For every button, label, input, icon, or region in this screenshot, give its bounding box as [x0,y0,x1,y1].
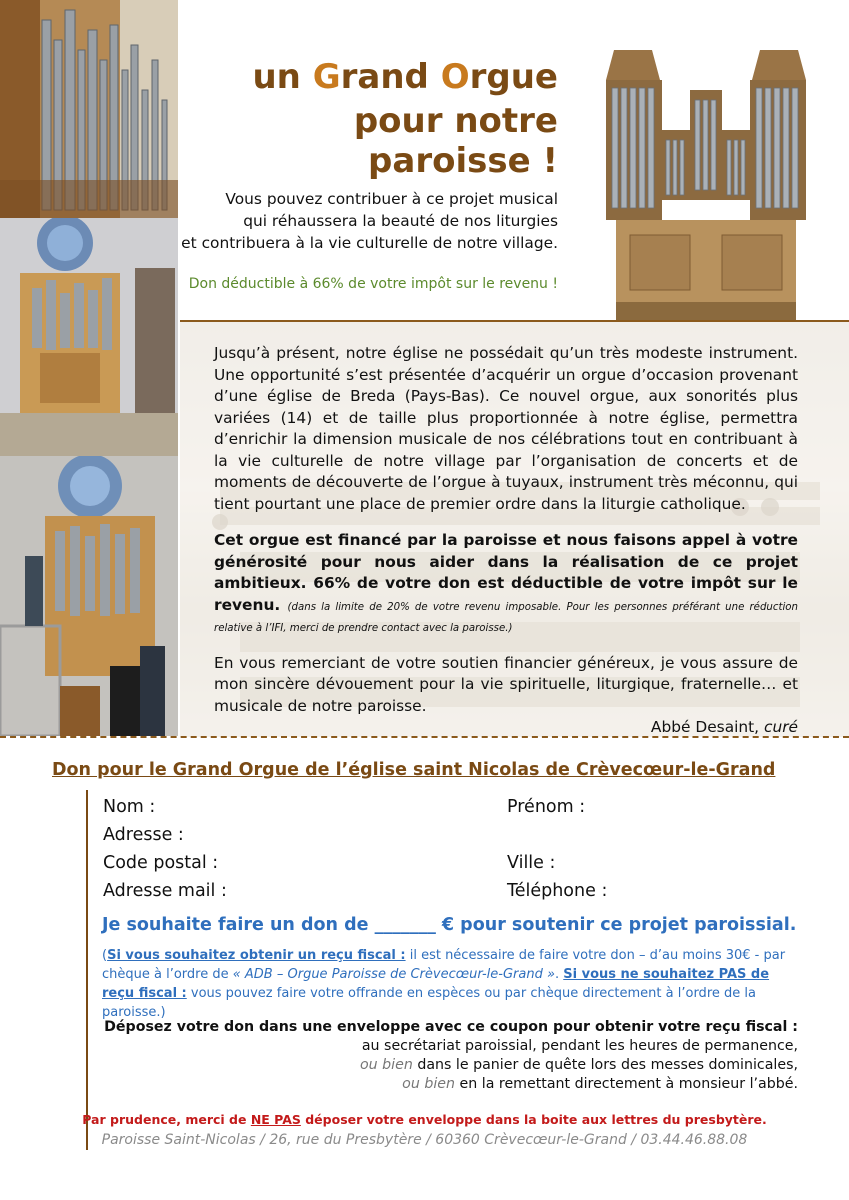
donation-amount-line[interactable]: Je souhaite faire un don de _______ € pour soutenir ce projet paroissial. [102,915,797,935]
cut-line [0,736,849,738]
prenom-field[interactable]: Prénom : [507,797,586,817]
code-postal-field[interactable]: Code postal : [103,853,219,873]
letter-paragraph-2: Cet orgue est financé par la paroisse et nous faisons appel à votre générosité pour nous aider dans la réalisation de ce projet ambitieux. 66% de votre don est déductible de votre impôt sur le revenu. (dans la limite de 20% de votre revenu imposable. Pour les personnes préférant une réduction relative à l’IFI, merci de prendre contact avec la paroisse.) [214,531,798,634]
letter-paragraph-3: En vous remerciant de votre soutien financier généreux, je vous assure de mon sincère dévouement pour la vie spirituelle, liturgique, fraternelle… et musicale de notre paroisse. [214,653,798,715]
tax-deduction-note: Don déductible à 66% de votre impôt sur le revenu ! [188,276,558,292]
organ-pipes-photo [0,0,178,218]
letter-body [214,343,798,739]
telephone-field[interactable]: Téléphone : [507,881,608,901]
intro-text: Vous pouvez contribuer à ce projet musical qui réhaussera la beauté de nos liturgies et contribuera à la vie culturelle de notre village. [181,190,558,252]
receipt-instructions: (Si vous souhaitez obtenir un reçu fiscal : il est nécessaire de faire votre don – d’au moins 30€ - par chèque à l’ordre de « ADB – Orgue Paroisse de Crèvecœur-le-Grand ». Si vous ne souhaitez PAS de reçu fiscal : vous pouvez faire votre offrande en espèces ou par chèque directement à l’ordre de la paroisse.) [102,948,786,1020]
parish-contact-footer: Paroisse Saint-Nicolas / 26, rue du Presbytère / 60360 Crèvecœur-le-Grand / 03.44.46.88.08 [101,1132,748,1148]
form-border [86,790,88,1150]
letter-paragraph-1: Jusqu’à présent, notre église ne possédait qu’un très modeste instrument. Une opportunité s’est présentée d’acquérir un orgue d’occasion provenant d’une église de Breda (Pays-Bas). Ce nouvel orgue, aux sonorités plus variées (14) et de taille plus proportionnée à notre église, permettra d’enrichir la dimension musicale de nos célébrations tout en contribuant à la vie culturelle de notre village par l’organisation de concerts et de moments de découverte de l’orgue à tuyaux, instrument très méconnu, qui tient pourtant une place de premier ordre dans la liturgie catholique. [214,344,798,513]
grand-organ-photo [600,40,812,320]
signature: Abbé Desaint, curé [650,718,798,736]
email-field[interactable]: Adresse mail : [103,881,227,901]
form-title: Don pour le Grand Orgue de l’église saint Nicolas de Crèvecœur-le-Grand [52,760,776,780]
ville-field[interactable]: Ville : [507,853,556,873]
adresse-field[interactable]: Adresse : [103,825,184,845]
organ-installation-photo [0,456,178,736]
headline-line-1: un Grand Orgue [252,57,558,97]
deposit-instructions: Déposez votre don dans une enveloppe avec ce coupon pour obtenir votre reçu fiscal : au secrétariat paroissial, pendant les heures de permanence, ou bien dans le panier de quête lors des messes dominicales, ou bien en la remettant directement à monsieur l’abbé. [104,1019,798,1092]
headline-line-2: pour notre paroisse ! [353,101,558,181]
church-organ-photo [0,218,178,456]
nom-field[interactable]: Nom : [103,797,156,817]
mailbox-warning: Par prudence, merci de NE PAS déposer votre enveloppe dans la boite aux lettres du presbytère. [82,1112,767,1127]
